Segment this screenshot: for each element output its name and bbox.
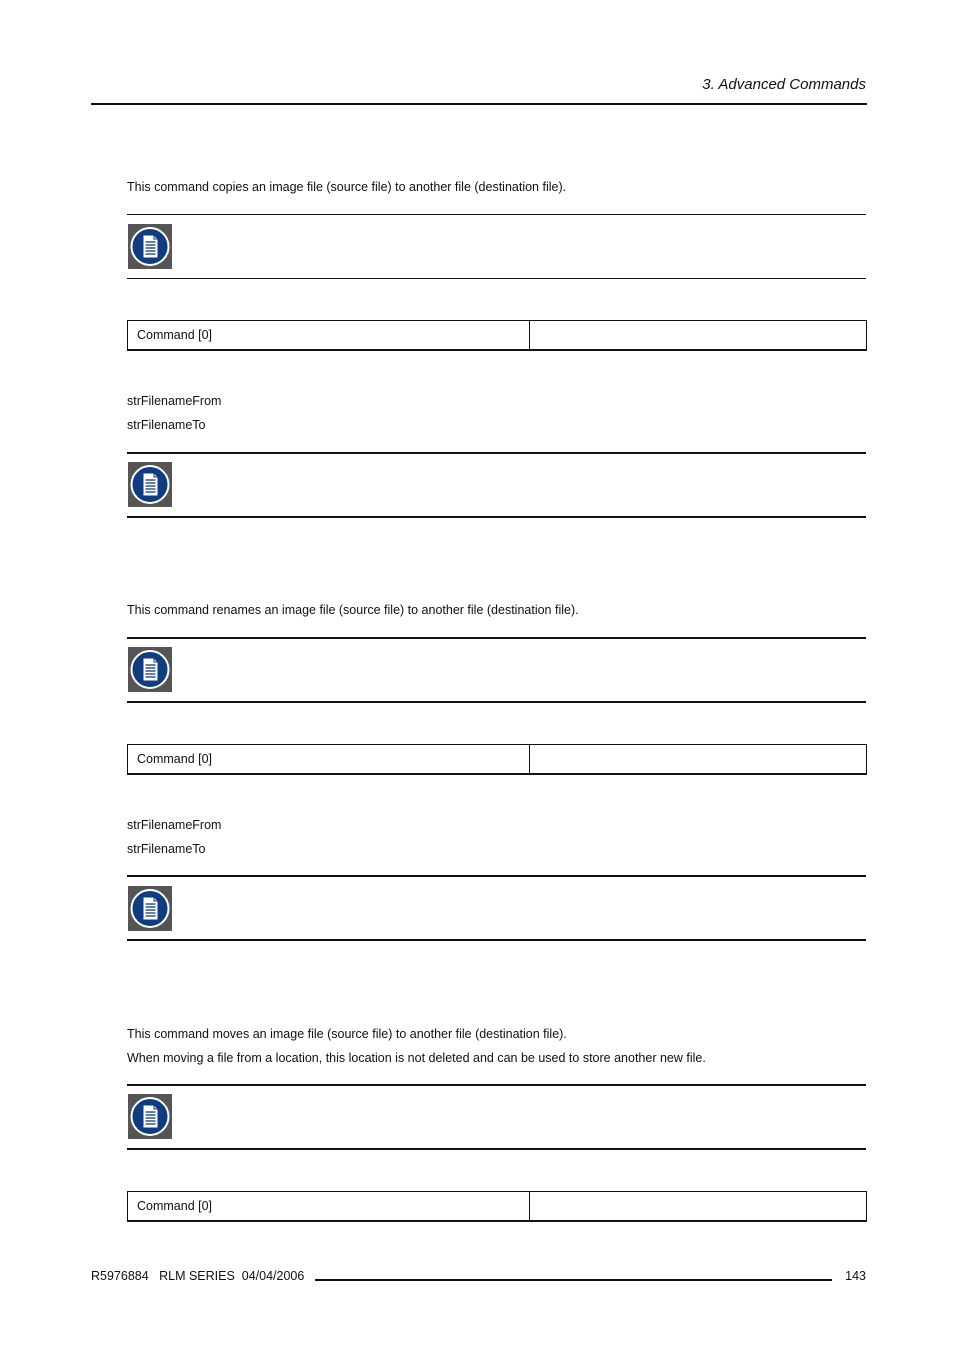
footer-divider xyxy=(315,1279,832,1281)
note-rule-bottom xyxy=(127,701,866,703)
note-rule-bottom xyxy=(127,516,866,518)
chapter-title: 3. Advanced Commands xyxy=(702,76,866,93)
command-table xyxy=(127,744,867,775)
command-value-cell xyxy=(530,745,866,773)
section-3-intro: This command moves an image file (source file) to another file (destination file). xyxy=(127,1027,567,1041)
header-divider xyxy=(91,103,867,105)
note-icon xyxy=(128,462,172,507)
command-value-cell xyxy=(530,321,866,349)
note-icon xyxy=(128,886,172,931)
command-cell: Command [0] xyxy=(128,745,530,773)
command-cell: Command [0] xyxy=(128,1192,530,1220)
param-from: strFilenameFrom xyxy=(127,818,222,832)
note-rule-top xyxy=(127,452,866,454)
section-3-intro-note: When moving a file from a location, this location is not deleted and can be used to store another new file. xyxy=(127,1051,706,1065)
note-rule-bottom xyxy=(127,278,866,279)
note-rule-bottom xyxy=(127,939,866,941)
command-table xyxy=(127,1191,867,1222)
footer-doc-info: R5976884 RLM SERIES 04/04/2006 xyxy=(91,1269,305,1283)
note-icon xyxy=(128,224,172,269)
section-2-intro: This command renames an image file (source file) to another file (destination file). xyxy=(127,603,579,617)
command-value-cell xyxy=(530,1192,866,1220)
note-rule-top xyxy=(127,1084,866,1086)
page-number: 143 xyxy=(845,1269,866,1283)
command-cell: Command [0] xyxy=(128,321,530,349)
param-from: strFilenameFrom xyxy=(127,394,222,408)
note-rule-top xyxy=(127,214,866,215)
param-to: strFilenameTo xyxy=(127,842,206,856)
note-rule-top xyxy=(127,637,866,639)
section-1-intro: This command copies an image file (source file) to another file (destination file). xyxy=(127,180,567,194)
note-icon xyxy=(128,1094,172,1139)
note-rule-bottom xyxy=(127,1148,866,1150)
param-to: strFilenameTo xyxy=(127,418,206,432)
note-icon xyxy=(128,647,172,692)
note-rule-top xyxy=(127,875,866,877)
command-table xyxy=(127,320,867,351)
